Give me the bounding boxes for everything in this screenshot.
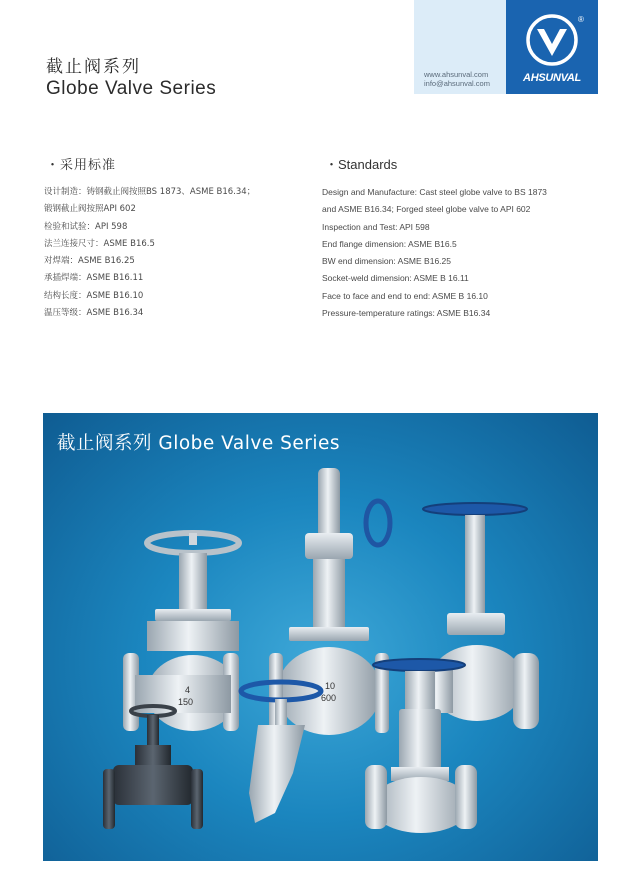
standards-en-list (322, 184, 547, 322)
globe-valve-left (123, 533, 239, 731)
list-item: 法兰连接尺寸：ASME B16.5 (44, 238, 155, 249)
body-mark-center-size: 10 (325, 681, 336, 691)
standards-en-heading: ・Standards (325, 157, 398, 172)
body-mark-left-class: 150 (178, 697, 194, 707)
list-item: Face to face and end to end: ASME B 16.10 (322, 290, 488, 301)
brand-logo (506, 0, 598, 94)
list-item: End flange dimension: ASME B16.5 (322, 238, 457, 249)
list-item: 设计制造：铸钢截止阀按照BS 1873、ASME B16.34； (44, 187, 256, 197)
website-link[interactable]: www.ahsunval.com (424, 70, 489, 79)
list-item: Design and Manufacture: Cast steel globe valve to BS 1873 (322, 187, 547, 197)
contact-info (424, 70, 504, 88)
list-item: Socket-weld dimension: ASME B 16.11 (322, 273, 469, 284)
list-item: 温压等级：ASME B16.34 (44, 308, 144, 319)
banner-title: 截止阀系列 Globe Valve Series (57, 433, 340, 454)
standards-cn-heading: ・采用标准 (46, 158, 117, 173)
product-banner (43, 413, 598, 861)
standards-cn-list (44, 184, 255, 322)
body-mark-center-class: 600 (321, 693, 337, 703)
email-link[interactable]: info@ahsunval.com (424, 79, 490, 88)
list-item: 承插焊端：ASME B16.11 (44, 273, 144, 284)
body-mark-left-size: 4 (185, 685, 191, 695)
list-item: 对焊端：ASME B16.25 (44, 256, 135, 267)
page-title-en: Globe Valve Series (46, 78, 217, 99)
globe-valves-illustration (43, 413, 598, 861)
page-title-block (46, 56, 216, 100)
list-item: Inspection and Test: API 598 (322, 221, 430, 232)
globe-valve-right (423, 503, 539, 729)
list-item: 结构长度：ASME B16.10 (44, 290, 144, 301)
list-item: and ASME B16.34; Forged steel globe valve to API 602 (322, 204, 531, 215)
list-item: 检验和试验：API 598 (44, 221, 128, 232)
list-item: 锻钢截止阀按照API 602 (44, 204, 136, 215)
list-item: BW end dimension: ASME B16.25 (322, 256, 451, 267)
globe-valve-center-actuated (269, 468, 390, 735)
registered-mark: ® (578, 15, 584, 24)
brand-name: AHSUNVAL (523, 72, 581, 84)
list-item: Pressure-temperature ratings: ASME B16.34 (322, 308, 491, 319)
page-title-cn: 截止阀系列 (46, 57, 141, 77)
